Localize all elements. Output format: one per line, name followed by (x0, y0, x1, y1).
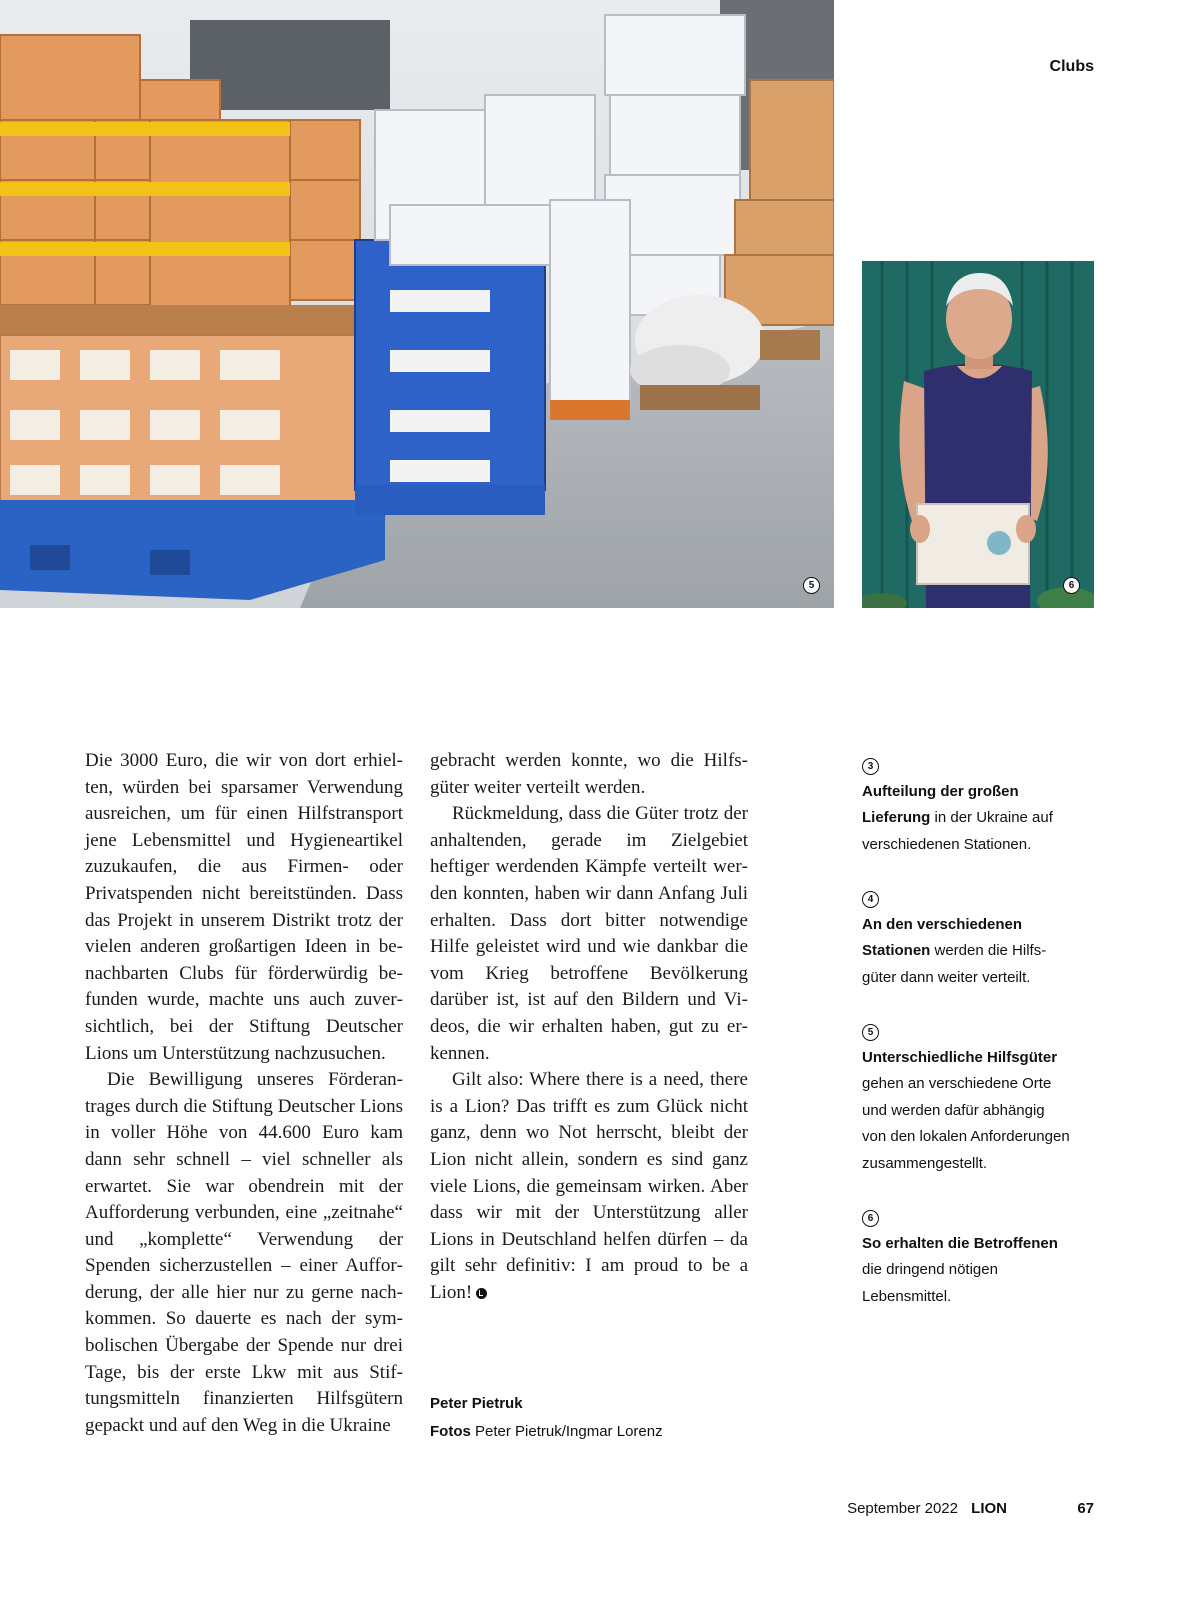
caption-text: zusammengestellt. (862, 1154, 988, 1172)
warehouse-photo (0, 0, 834, 608)
issue-date: September 2022 (847, 1500, 958, 1517)
caption-bold: So erhalten die Betroffenen (862, 1234, 1058, 1252)
paragraph: Die Bewilligung unseres Förderantrages durch die Stiftung Deutscher Lions in voller Höhe von 44.600 Euro kam dann sehr schnell – viel schneller als erwartet. Sie war obendrein mit der Aufforderung verbunden, eine „zeitnahe“ und „komplette“ Verwendung der Spenden sicherzustellen – einer Aufforderung, der alle hier nur zu gerne nachkommen. So dauerte es nach der symbolischen Übergabe der Spende nur drei Tage, bis der erste Lkw mit aus Stiftungsmitteln finanzierten Hilfsgütern gepackt und auf den Weg in die Ukraine (85, 1069, 403, 1436)
caption-text: die dringend nötigen (862, 1261, 998, 1279)
paragraph (430, 1067, 748, 1306)
caption-text: gehen an verschiedene Orte (862, 1075, 1052, 1093)
article-credits (430, 1390, 750, 1446)
caption-number: 3 (862, 758, 879, 775)
caption-number: 4 (862, 891, 879, 908)
caption-bold: Aufteilung der großen (862, 782, 1019, 800)
caption-5 (862, 1018, 1102, 1178)
caption-bold: An den verschiedenen (862, 915, 1023, 933)
section-label: Clubs (1049, 58, 1094, 75)
photo-captions (862, 752, 1102, 1337)
caption-text: und werden dafür abhängig (862, 1101, 1045, 1119)
caption-number: 5 (862, 1024, 879, 1041)
caption-6 (862, 1204, 1102, 1310)
article-column-1 (85, 748, 403, 1439)
caption-text: in der Ukraine auf (930, 809, 1053, 827)
paragraph: Rückmeldung, dass die Güter trotz der anhaltenden, gerade im Zielgebiet heftiger werdenden Kämpfe verteilt werden konnten, haben wir dann Anfang Juli erhalten. Dass dort bitter notwendige Hilfe geleistet wird und wie dankbar die vom Krieg betroffene Bevölkerung darüber ist, ist auf den Bildern und Videos, die wir erhalten haben, gut zu erkennen. (430, 803, 748, 1064)
caption-text: güter dann weiter verteilt. (862, 968, 1031, 986)
lion-end-mark-icon (476, 1288, 487, 1299)
caption-4 (862, 885, 1102, 991)
paragraph: gebracht werden konnte, wo die Hilfsgüter weiter verteilt werden. (430, 750, 748, 798)
photo-number-badge: 5 (803, 577, 820, 594)
caption-text: werden die Hilfs- (930, 942, 1047, 960)
magazine-name: LION (971, 1500, 1007, 1517)
caption-bold: Lieferung (862, 809, 931, 827)
photos-label: Fotos (430, 1423, 471, 1440)
photo-credits: Peter Pietruk/Ingmar Lorenz (475, 1423, 663, 1440)
caption-bold: Unterschiedliche Hilfsgüter (862, 1048, 1058, 1066)
recipient-photo (862, 261, 1094, 608)
warehouse-illustration (0, 0, 834, 608)
page-number: 67 (1077, 1500, 1094, 1517)
caption-number: 6 (862, 1210, 879, 1227)
page-footer (0, 1498, 1200, 1522)
caption-text: verschiedenen Stationen. (862, 835, 1032, 853)
caption-3 (862, 752, 1102, 858)
paragraph-text: Gilt also: Where there is a need, there is a Lion? Das trifft es zum Glück nicht ganz, denn wo Not herrscht, bleibt der Lion nicht allein, sondern es sind ganz viele Lions, die gemeinsam wirken. Aber dass wir mit der Unterstützung aller Lions in Deutschland helfen dürfen – da gilt sehr definitiv: I am proud to be a Lion! (430, 1069, 748, 1303)
caption-bold: Stationen (862, 942, 931, 960)
author-name: Peter Pietruk (430, 1395, 523, 1412)
photo-number-badge: 6 (1063, 577, 1080, 594)
caption-text: Lebensmittel. (862, 1287, 952, 1305)
caption-text: von den lokalen Anforderungen (862, 1128, 1070, 1146)
paragraph: Die 3000 Euro, die wir von dort erhielten, würden bei sparsamer Verwendung ausreichen, um für einen Hilfstransport jene Lebensmittel und Hygieneartikel zuzukaufen, die aus Firmen- oder Privatspenden nicht bereitstünden. Dass das Projekt in unserem Distrikt trotz der vielen anderen großartigen Ideen in benachbarten Clubs für förderwürdig befunden wurde, machte uns auch zuversichtlich, bei der Stiftung Deutscher Lions um Unterstützung nachzusuchen. (85, 750, 403, 1064)
article-column-2 (430, 748, 748, 1306)
recipient-illustration (862, 261, 1094, 608)
